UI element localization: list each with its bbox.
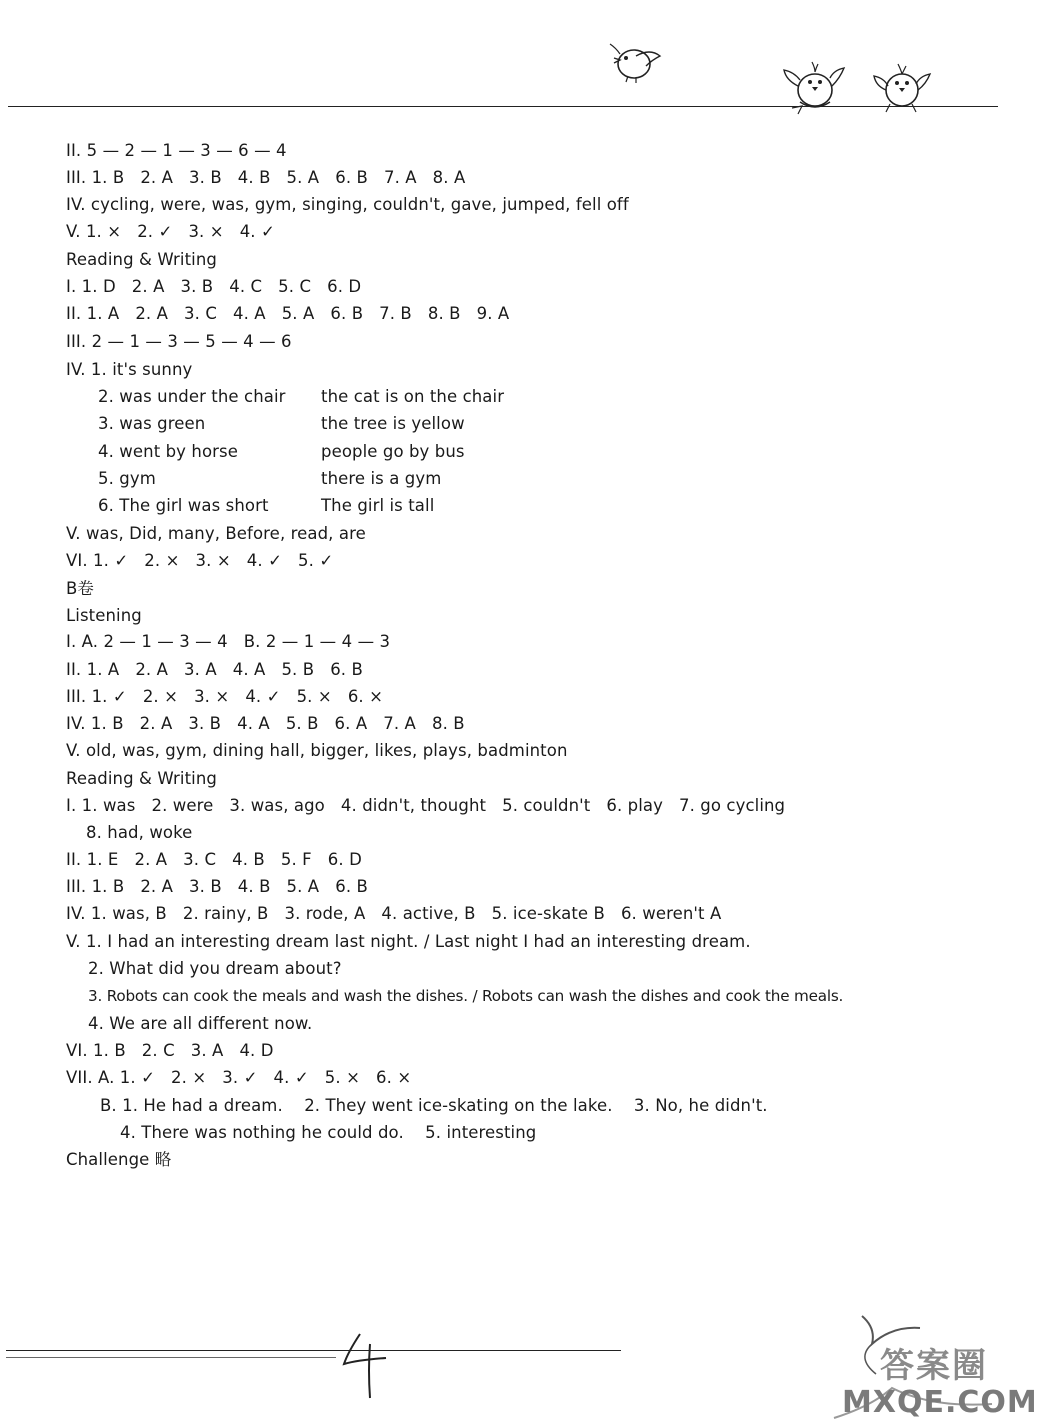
answer-line: V. 1. I had an interesting dream last night. / Last night I had an interesting dream. bbox=[66, 932, 751, 951]
answer-line: Challenge 略 bbox=[66, 1150, 172, 1169]
bird-right-icon bbox=[872, 60, 934, 116]
page-number bbox=[338, 1330, 398, 1402]
answer-line: II. 1. A 2. A 3. A 4. A 5. B 6. B bbox=[66, 660, 363, 679]
answer-line: II. 1. A 2. A 3. C 4. A 5. A 6. B 7. B 8. B 9. A bbox=[66, 304, 510, 323]
answer-line: IV. 1. was, B 2. rainy, B 3. rode, A 4. active, B 5. ice-skate B 6. weren't A bbox=[66, 904, 722, 923]
answer-line: III. 2 — 1 — 3 — 5 — 4 — 6 bbox=[66, 332, 292, 351]
answer-line: II. 5 — 2 — 1 — 3 — 6 — 4 bbox=[66, 141, 287, 160]
section-heading: Reading & Writing bbox=[66, 769, 217, 788]
answer-line: B. 1. He had a dream. 2. They went ice-skating on the lake. 3. No, he didn't. bbox=[100, 1096, 768, 1115]
answer-line: 4. There was nothing he could do. 5. interesting bbox=[120, 1123, 537, 1142]
answer-line: IV. 1. B 2. A 3. B 4. A 5. B 6. A 7. A 8. B bbox=[66, 714, 465, 733]
pair-left: 6. The girl was short bbox=[98, 496, 269, 515]
answer-line: V. old, was, gym, dining hall, bigger, likes, plays, badminton bbox=[66, 741, 568, 760]
pair-right: the tree is yellow bbox=[321, 414, 465, 433]
section-heading: B卷 bbox=[66, 579, 95, 598]
footer-rule-thin bbox=[6, 1357, 336, 1358]
answer-line: 3. Robots can cook the meals and wash the dishes. / Robots can wash the dishes and cook the meals. bbox=[88, 987, 844, 1005]
bird-left-icon bbox=[782, 56, 848, 118]
answer-line: 2. What did you dream about? bbox=[88, 959, 342, 978]
pair-right: the cat is on the chair bbox=[321, 387, 505, 406]
pair-left: 3. was green bbox=[98, 414, 206, 433]
section-heading: Reading & Writing bbox=[66, 250, 217, 269]
answer-line: III. 1. ✓ 2. × 3. × 4. ✓ 5. × 6. × bbox=[66, 687, 384, 706]
answer-line: VII. A. 1. ✓ 2. × 3. ✓ 4. ✓ 5. × 6. × bbox=[66, 1068, 412, 1087]
answer-line: 4. We are all different now. bbox=[88, 1014, 313, 1033]
answer-line: I. A. 2 — 1 — 3 — 4 B. 2 — 1 — 4 — 3 bbox=[66, 632, 391, 651]
answer-line: VI. 1. ✓ 2. × 3. × 4. ✓ 5. ✓ bbox=[66, 551, 334, 570]
pair-right: there is a gym bbox=[321, 469, 442, 488]
answer-line: 8. had, woke bbox=[86, 823, 193, 842]
answer-line: V. 1. × 2. ✓ 3. × 4. ✓ bbox=[66, 222, 275, 241]
answer-line: VI. 1. B 2. C 3. A 4. D bbox=[66, 1041, 274, 1060]
pair-right: people go by bus bbox=[321, 442, 465, 461]
pair-right: The girl is tall bbox=[321, 496, 435, 515]
pair-left: 4. went by horse bbox=[98, 442, 238, 461]
header-rule bbox=[8, 106, 998, 107]
watermark-url: MXQE.COM bbox=[842, 1385, 1038, 1420]
section-heading: Listening bbox=[66, 606, 142, 625]
answer-line: V. was, Did, many, Before, read, are bbox=[66, 524, 366, 543]
answer-line: III. 1. B 2. A 3. B 4. B 5. A 6. B bbox=[66, 877, 368, 896]
small-bird-icon bbox=[606, 36, 668, 86]
watermark-title: 答案圈 bbox=[880, 1346, 988, 1386]
footer-rule bbox=[6, 1350, 621, 1351]
answer-line: II. 1. E 2. A 3. C 4. B 5. F 6. D bbox=[66, 850, 362, 869]
answer-line: I. 1. D 2. A 3. B 4. C 5. C 6. D bbox=[66, 277, 362, 296]
answer-line: I. 1. was 2. were 3. was, ago 4. didn't, thought 5. couldn't 6. play 7. go cycling bbox=[66, 796, 786, 815]
pair-left: 5. gym bbox=[98, 469, 156, 488]
answer-line: IV. cycling, were, was, gym, singing, couldn't, gave, jumped, fell off bbox=[66, 195, 629, 214]
answer-line: IV. 1. it's sunny bbox=[66, 360, 193, 379]
answer-line: III. 1. B 2. A 3. B 4. B 5. A 6. B 7. A 8. A bbox=[66, 168, 466, 187]
pair-left: 2. was under the chair bbox=[98, 387, 286, 406]
